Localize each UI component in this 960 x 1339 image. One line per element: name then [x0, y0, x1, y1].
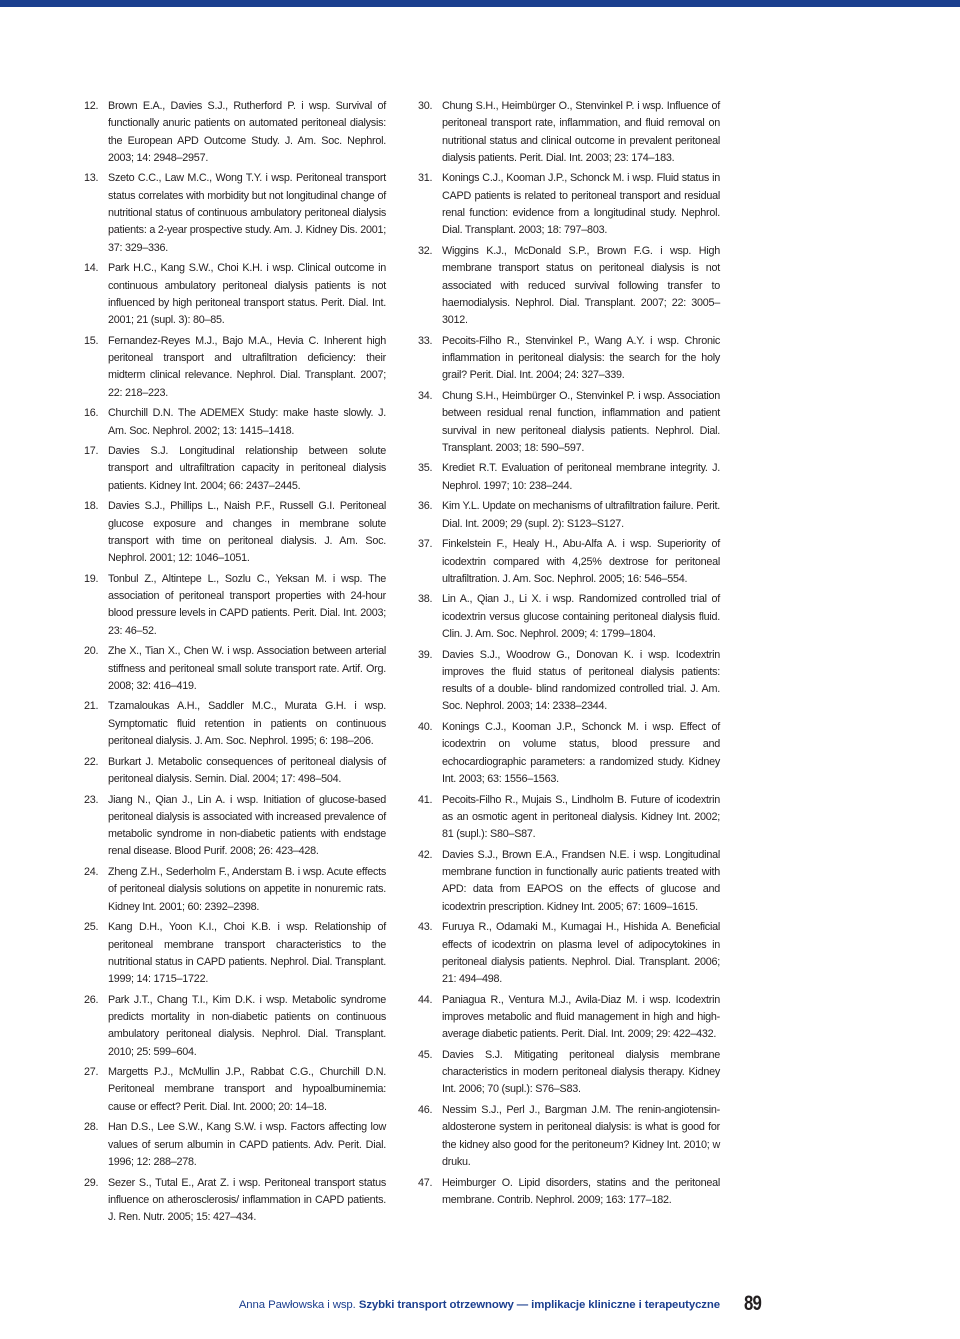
- reference-text: Park H.C., Kang S.W., Choi K.H. i wsp. Clinical outcome in continuous ambulatory peritoneal dialysis patients is not influenced by high peritoneal transport status. Perit. Dial. Int. 2001; 21 (supl. 3): 80–85.: [108, 262, 386, 327]
- reference-number: 42.: [418, 848, 433, 861]
- reference-text: Margetts P.J., McMullin J.P., Rabbat C.G., Churchill D.N. Peritoneal membrane transport and hypoalbuminemia: cause or effect? Perit. Dial. Int. 2000; 20: 14–18.: [108, 1066, 386, 1113]
- reference-number: 43.: [418, 921, 433, 934]
- reference-item: [418, 992, 720, 1044]
- reference-item: [84, 498, 386, 567]
- reference-text: Pecoits-Filho R., Stenvinkel P., Wang A.Y. i wsp. Chronic inflammation in peritoneal dialysis: the search for the holy grail? Perit. Dial. Int. 2004; 24: 327–339.: [442, 334, 720, 382]
- reference-number: 22.: [84, 755, 99, 768]
- reference-item: [84, 98, 386, 167]
- reference-number: 38.: [418, 593, 433, 606]
- reference-item: [84, 919, 386, 988]
- reference-item: [418, 498, 720, 533]
- reference-item: [418, 647, 720, 716]
- reference-number: 19.: [84, 572, 99, 585]
- reference-number: 35.: [418, 462, 433, 475]
- reference-number: 14.: [84, 262, 99, 275]
- reference-number: 24.: [84, 866, 99, 879]
- reference-text: Davies S.J. Longitudinal relationship between solute transport and ultrafiltration capacity in peritoneal dialysis patients. Kidney Int. 2004; 66: 2437–2445.: [108, 445, 386, 492]
- reference-item: [418, 170, 720, 239]
- reference-text: Zheng Z.H., Sederholm F., Anderstam B. i wsp. Acute effects of peritoneal dialysis solutions on appetite in nonuremic rats. Kidney Int. 2001; 60: 2392–2398.: [108, 866, 386, 913]
- footer-article-title: Szybki transport otrzewnowy — implikacje kliniczne i terapeutyczne: [358, 1299, 720, 1311]
- reference-number: 16.: [84, 407, 99, 420]
- reference-text: Paniagua R., Ventura M.J., Avila-Diaz M. i wsp. Icodextrin improves metabolic and fluid management in high and high-average diabetic patients. Perit. Dial. Int. 2009; 29: 422–432.: [442, 993, 720, 1041]
- reference-item: [418, 98, 720, 167]
- reference-item: [84, 260, 386, 329]
- reference-item: [418, 847, 720, 916]
- reference-number: 29.: [84, 1176, 99, 1189]
- reference-text: Konings C.J., Kooman J.P., Schonck M. i wsp. Fluid status in CAPD patients is related to peritoneal transport and residual renal function: evidence from a longitudinal study. Nephrol. Dial. Transplant. 2003; 18: 797–803.: [442, 172, 720, 237]
- reference-number: 30.: [418, 100, 433, 112]
- reference-item: [418, 460, 720, 495]
- reference-text: Davies S.J., Phillips L., Naish P.F., Russell G.I. Peritoneal glucose exposure and changes in membrane solute transport with time on peritoneal dialysis. J. Am. Soc. Nephrol. 2001; 12: 1046–1051.: [108, 500, 386, 565]
- page-footer: [239, 1299, 720, 1311]
- reference-item: [418, 1175, 720, 1210]
- reference-item: [418, 243, 720, 329]
- reference-text: Finkelstein F., Healy H., Abu-Alfa A. i wsp. Superiority of icodextrin compared with 4,25% dextrose for peritoneal ultrafiltration. J. Am. Soc. Nephrol. 2005; 16: 546–554.: [442, 538, 720, 585]
- reference-text: Jiang N., Qian J., Lin A. i wsp. Initiation of glucose-based peritoneal dialysis is associated with increased prevalence of metabolic syndrome in non-diabetic patients with endstage renal disease. Blood Purif. 2008; 26: 423–428.: [108, 793, 386, 858]
- reference-item: [84, 698, 386, 750]
- reference-text: Davies S.J. Mitigating peritoneal dialysis membrane characteristics in modern peritoneal dialysis therapy. Kidney Int. 2006; 70 (supl.): S76–S83.: [442, 1048, 720, 1096]
- reference-item: [418, 719, 720, 788]
- reference-item: [84, 754, 386, 789]
- reference-number: 27.: [84, 1066, 99, 1079]
- reference-item: [84, 1175, 386, 1227]
- reference-text: Chung S.H., Heimbürger O., Stenvinkel P. i wsp. Influence of peritoneal transport rate, inflammation, and fluid removal on nutritional status and clinical outcome in prevalent peritoneal dialysis patients. Perit. Dial. Int. 2003; 23: 174–183.: [442, 100, 720, 164]
- reference-item: [418, 536, 720, 588]
- reference-number: 32.: [418, 244, 433, 257]
- reference-item: [418, 591, 720, 643]
- reference-text: Heimburger O. Lipid disorders, statins and the peritoneal membrane. Contrib. Nephrol. 2009; 163: 177–182.: [442, 1176, 720, 1206]
- reference-number: 21.: [84, 700, 99, 713]
- reference-text: Kang D.H., Yoon K.I., Choi K.B. i wsp. Relationship of peritoneal membrane transport characteristics to the nutritional status in CAPD patients. Nephrol. Dial. Transplant. 1999; 14: 1715–1722.: [108, 921, 386, 986]
- reference-number: 37.: [418, 538, 433, 551]
- reference-number: 20.: [84, 645, 99, 658]
- reference-number: 26.: [84, 993, 99, 1006]
- references-column-left: [84, 98, 386, 1230]
- reference-number: 33.: [418, 334, 433, 347]
- reference-text: Tonbul Z., Altintepe L., Sozlu C., Yeksan M. i wsp. The association of peritoneal transport properties with 24-hour blood pressure levels in CAPD patients. Perit. Dial. Int. 2003; 23: 46–52.: [108, 572, 386, 637]
- reference-item: [84, 333, 386, 402]
- reference-text: Fernandez-Reyes M.J., Bajo M.A., Hevia C. Inherent high peritoneal transport and ultrafiltration deficiency: their midterm clinical relevance. Nephrol. Dial. Transplant. 2007; 22: 218–223.: [108, 334, 386, 399]
- reference-number: 13.: [84, 172, 99, 185]
- reference-number: 39.: [418, 648, 433, 661]
- reference-text: Brown E.A., Davies S.J., Rutherford P. i wsp. Survival of functionally anuric patients on automated peritoneal dialysis: the European APD Outcome Study. J. Am. Soc. Nephrol. 2003; 14: 2948–2957.: [108, 100, 386, 164]
- reference-item: [418, 792, 720, 844]
- reference-number: 31.: [418, 172, 433, 185]
- references-column-right: [418, 98, 720, 1212]
- reference-item: [84, 1064, 386, 1116]
- footer-author: Anna Pawłowska i wsp.: [238, 1299, 356, 1311]
- reference-text: Krediet R.T. Evaluation of peritoneal membrane integrity. J. Nephrol. 1997; 10: 238–244.: [442, 462, 720, 492]
- reference-text: Burkart J. Metabolic consequences of peritoneal dialysis of peritoneal dialysis. Semin. Dial. 2004; 17: 498–504.: [108, 755, 386, 785]
- reference-item: [418, 1047, 720, 1099]
- reference-number: 15.: [84, 334, 99, 347]
- reference-number: 40.: [418, 721, 433, 734]
- reference-number: 36.: [418, 500, 433, 513]
- reference-item: [418, 919, 720, 988]
- reference-text: Szeto C.C., Law M.C., Wong T.Y. i wsp. Peritoneal transport status correlates with morbidity but not longitudinal change of nutritional status of continuous ambulatory peritoneal dialysis patients: a 2-year prospective study. Am. J. Kidney Dis. 2001; 37: 329–336.: [108, 172, 386, 254]
- reference-text: Davies S.J., Brown E.A., Frandsen N.E. i wsp. Longitudinal membrane function in functionally auric patients treated with APD: data from EAPOS on the effects of glucose and icodextrin prescription. Kidney Int. 2005; 67: 1609–1615.: [442, 848, 720, 913]
- reference-text: Wiggins K.J., McDonald S.P., Brown F.G. i wsp. High membrane transport status on peritoneal dialysis is not associated with reduced survival following transfer to haemodialysis. Nephrol. Dial. Transplant. 2007; 22: 3005–3012.: [442, 244, 720, 327]
- reference-number: 28.: [84, 1121, 99, 1134]
- reference-text: Sezer S., Tutal E., Arat Z. i wsp. Peritoneal transport status influence on atherosclerosis/ inflammation in CAPD patients. J. Ren. Nutr. 2005; 15: 427–434.: [108, 1176, 386, 1224]
- reference-text: Pecoits-Filho R., Mujais S., Lindholm B. Future of icodextrin as an osmotic agent in peritoneal dialysis. Kidney Int. 2002; 81 (supl.): S80–S87.: [442, 793, 720, 841]
- reference-number: 25.: [84, 921, 99, 934]
- reference-item: [84, 992, 386, 1061]
- reference-item: [84, 443, 386, 495]
- reference-text: Park J.T., Chang T.I., Kim D.K. i wsp. Metabolic syndrome predicts mortality in non-diabetic patients on continuous ambulatory peritoneal dialysis. Nephrol. Dial. Transplant. 2010; 25: 599–604.: [108, 993, 386, 1058]
- top-accent-bar: [0, 0, 960, 7]
- reference-number: 44.: [418, 993, 433, 1006]
- reference-item: [84, 864, 386, 916]
- reference-item: [418, 1102, 720, 1171]
- reference-number: 23.: [84, 793, 99, 806]
- reference-item: [84, 405, 386, 440]
- reference-text: Kim Y.L. Update on mechanisms of ultrafiltration failure. Perit. Dial. Int. 2009; 29 (supl. 2): S123–S127.: [442, 500, 720, 530]
- reference-item: [84, 170, 386, 256]
- reference-item: [84, 1119, 386, 1171]
- reference-number: 41.: [418, 793, 433, 806]
- reference-text: Davies S.J., Woodrow G., Donovan K. i wsp. Icodextrin improves the fluid status of peritoneal dialysis patients: results of a double- blind randomized controlled trial. J. Am. Soc. Nephrol. 2003; 14: 2338–2344.: [442, 648, 720, 713]
- reference-text: Tzamaloukas A.H., Saddler M.C., Murata G.H. i wsp. Symptomatic fluid retention in patients on continuous peritoneal dialysis. J. Am. Soc. Nephrol. 1995; 6: 198–206.: [108, 700, 386, 748]
- reference-number: 45.: [418, 1048, 433, 1061]
- reference-number: 47.: [418, 1176, 433, 1189]
- reference-number: 34.: [418, 389, 433, 402]
- reference-text: Churchill D.N. The ADEMEX Study: make haste slowly. J. Am. Soc. Nephrol. 2002; 13: 1415–1418.: [108, 407, 386, 437]
- page-number: 89: [744, 1292, 762, 1315]
- reference-text: Zhe X., Tian X., Chen W. i wsp. Association between arterial stiffness and peritoneal small solute transport rate. Artif. Org. 2008; 32: 416–419.: [108, 645, 386, 692]
- reference-text: Konings C.J., Kooman J.P., Schonck M. i wsp. Effect of icodextrin on volume status, blood pressure and echocardiographic parameters: a randomized study. Kidney Int. 2003; 63: 1556–1563.: [442, 721, 720, 785]
- reference-item: [84, 792, 386, 861]
- reference-text: Han D.S., Lee S.W., Kang S.W. i wsp. Factors affecting low values of serum albumin in CAPD patients. Adv. Perit. Dial. 1996; 12: 288–278.: [108, 1121, 386, 1168]
- reference-number: 17.: [84, 445, 99, 458]
- reference-text: Chung S.H., Heimbürger O., Stenvinkel P. i wsp. Association between residual renal function, inflammation and patient survival in new peritoneal dialysis patients. Nephrol. Dial. Transplant. 2003; 18: 590–597.: [442, 389, 720, 454]
- reference-number: 46.: [418, 1104, 433, 1117]
- reference-number: 18.: [84, 500, 99, 513]
- reference-item: [84, 571, 386, 640]
- reference-item: [84, 643, 386, 695]
- reference-number: 12.: [84, 100, 99, 112]
- reference-item: [418, 333, 720, 385]
- reference-text: Lin A., Qian J., Li X. i wsp. Randomized controlled trial of icodextrin versus glucose containing peritoneal dialysis fluid. Clin. J. Am. Soc. Nephrol. 2009; 4: 1799–1804.: [442, 593, 720, 640]
- reference-text: Nessim S.J., Perl J., Bargman J.M. The renin-angiotensin-aldosterone system in peritoneal dialysis: is what is good for the kidney also good for the peritoneum? Kidney Int. 2010; w druku.: [442, 1104, 720, 1168]
- reference-text: Furuya R., Odamaki M., Kumagai H., Hishida A. Beneficial effects of icodextrin on plasma level of adipocytokines in peritoneal dialysis patients. Nephrol. Dial. Transplant. 2006; 21: 494–498.: [442, 921, 720, 986]
- reference-item: [418, 388, 720, 457]
